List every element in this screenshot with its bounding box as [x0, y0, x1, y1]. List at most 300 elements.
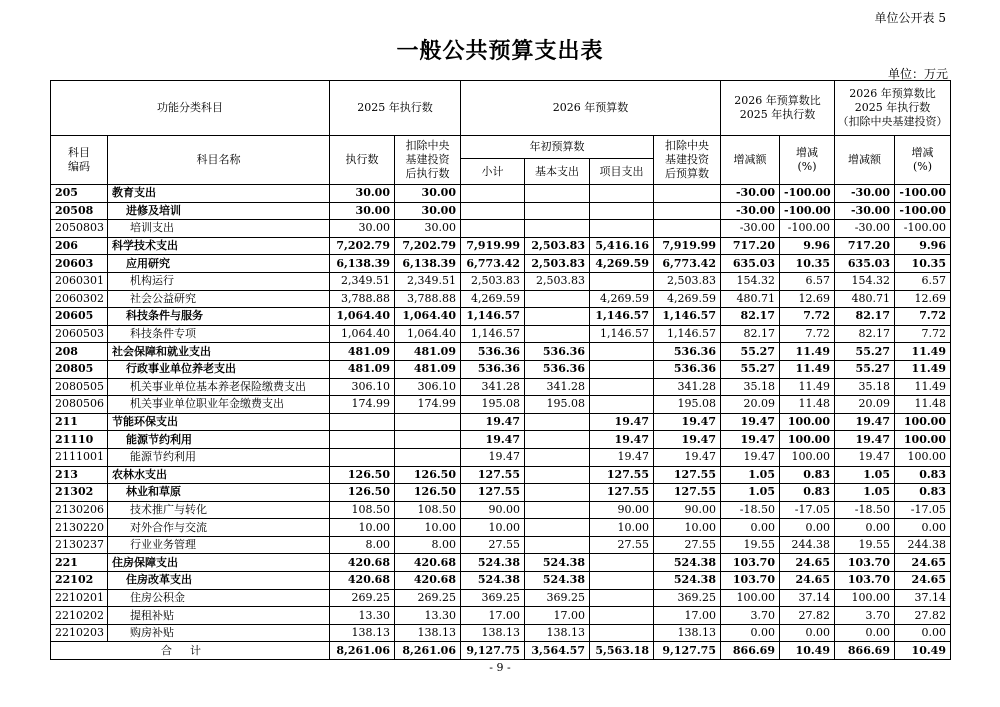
row-value: 126.50 [395, 484, 461, 502]
header-exec-2025: 2025 年执行数 [330, 81, 461, 136]
row-value [590, 185, 654, 203]
row-value: 635.03 [835, 255, 895, 273]
row-value: 55.27 [721, 343, 780, 361]
row-value: -100.00 [780, 185, 835, 203]
row-code: 2060503 [51, 325, 108, 343]
row-name-cell [108, 255, 330, 273]
row-name: 购房补贴 [130, 626, 174, 640]
row-value [395, 448, 461, 466]
table-row [51, 290, 951, 308]
row-value: 536.36 [461, 360, 525, 378]
page-number: - 9 - [489, 661, 511, 674]
row-value: 19.47 [461, 413, 525, 431]
row-code: 2130220 [51, 519, 108, 537]
row-value: 100.00 [895, 413, 951, 431]
row-value: 126.50 [395, 466, 461, 484]
row-value: 717.20 [721, 237, 780, 255]
row-value [525, 185, 590, 203]
row-value: 24.65 [780, 572, 835, 590]
row-value: 481.09 [330, 343, 395, 361]
row-value: 90.00 [654, 501, 721, 519]
row-value: 420.68 [395, 572, 461, 590]
row-value: 524.38 [525, 572, 590, 590]
row-value [590, 202, 654, 220]
header-exec-ex-line3: 后执行数 [405, 167, 450, 180]
row-value [590, 589, 654, 607]
row-value: 536.36 [525, 343, 590, 361]
row-name: 技术推广与转化 [130, 502, 207, 516]
row-value: 2,503.83 [525, 272, 590, 290]
row-value: 1,146.57 [654, 325, 721, 343]
table-row [51, 360, 951, 378]
row-value: 6.57 [895, 272, 951, 290]
page-title: 一般公共预算支出表 [396, 38, 604, 64]
row-code: 211 [51, 413, 108, 431]
row-value [590, 220, 654, 238]
table-row [51, 572, 951, 590]
row-value: 536.36 [525, 360, 590, 378]
total-cell: 8,261.06 [330, 642, 395, 660]
table-row [51, 554, 951, 572]
row-name-cell [108, 607, 330, 625]
row-value [590, 607, 654, 625]
row-value: 2,349.51 [395, 272, 461, 290]
row-code: 2111001 [51, 448, 108, 466]
header-compare-ex-line3: （扣除中央基建投资） [837, 115, 948, 128]
row-value: -100.00 [780, 202, 835, 220]
row-value: 17.00 [461, 607, 525, 625]
row-code: 21110 [51, 431, 108, 449]
row-name: 机构运行 [130, 274, 174, 288]
row-value [654, 220, 721, 238]
row-value [330, 413, 395, 431]
row-name: 住房公积金 [130, 590, 185, 604]
row-name-cell [108, 308, 330, 326]
header-change-pct-b-line1: 增减 [911, 146, 934, 159]
row-value: 138.13 [654, 624, 721, 642]
row-name: 行政事业单位养老支出 [126, 362, 236, 376]
row-value: 306.10 [395, 378, 461, 396]
row-value: 19.47 [721, 431, 780, 449]
row-value [525, 220, 590, 238]
header-code-line1: 科目 [68, 146, 90, 159]
table-row [51, 607, 951, 625]
document-label: 单位公开表 5 [874, 11, 946, 25]
header-change-pct-b [895, 136, 951, 185]
row-value: 7.72 [780, 325, 835, 343]
row-value: 4,269.59 [590, 290, 654, 308]
total-cell: 866.69 [835, 642, 895, 660]
total-label: 合计 [51, 642, 330, 660]
row-value: 11.49 [895, 378, 951, 396]
row-value: 4,269.59 [654, 290, 721, 308]
row-value: 0.83 [895, 484, 951, 502]
row-value: 3.70 [835, 607, 895, 625]
table-row [51, 536, 951, 554]
row-value: 3.70 [721, 607, 780, 625]
row-value: 341.28 [461, 378, 525, 396]
row-value: 27.82 [780, 607, 835, 625]
total-cell: 9,127.75 [654, 642, 721, 660]
row-name: 对外合作与交流 [130, 520, 207, 534]
row-value: 127.55 [654, 484, 721, 502]
row-value [590, 272, 654, 290]
row-value: 1,064.40 [395, 325, 461, 343]
row-value: 6.57 [780, 272, 835, 290]
row-value: 20.09 [835, 396, 895, 414]
row-value: 127.55 [590, 484, 654, 502]
row-value [654, 185, 721, 203]
row-value: 7.72 [895, 308, 951, 326]
row-value: -100.00 [895, 185, 951, 203]
row-value: 138.13 [461, 624, 525, 642]
row-value: 480.71 [835, 290, 895, 308]
budget-table [50, 80, 951, 660]
row-value: 100.00 [895, 431, 951, 449]
row-value: 100.00 [780, 413, 835, 431]
row-value: 100.00 [721, 589, 780, 607]
row-value: 24.65 [895, 572, 951, 590]
row-value: 17.00 [654, 607, 721, 625]
row-value: 524.38 [461, 572, 525, 590]
row-value: 82.17 [721, 308, 780, 326]
row-value: 7,202.79 [395, 237, 461, 255]
row-value: 269.25 [395, 589, 461, 607]
row-value: -17.05 [780, 501, 835, 519]
row-value: 1,146.57 [590, 308, 654, 326]
row-code: 2130237 [51, 536, 108, 554]
row-value: 127.55 [461, 466, 525, 484]
table-row [51, 378, 951, 396]
row-name: 林业和草原 [126, 485, 181, 499]
row-value: 10.35 [895, 255, 951, 273]
table-row [51, 202, 951, 220]
table-row [51, 624, 951, 642]
row-value: 341.28 [525, 378, 590, 396]
row-value: -30.00 [835, 185, 895, 203]
header-func-category: 功能分类科目 [51, 81, 330, 136]
row-name: 行业业务管理 [130, 538, 196, 552]
row-value: 2,503.83 [461, 272, 525, 290]
unit-label: 单位：万元 [887, 67, 948, 81]
row-value: 0.00 [721, 624, 780, 642]
row-value: 420.68 [330, 554, 395, 572]
row-value: 5,416.16 [590, 237, 654, 255]
header-change-pct-a-line1: 增减 [796, 146, 818, 159]
row-value: 306.10 [330, 378, 395, 396]
row-value: 635.03 [721, 255, 780, 273]
row-value: 3,788.88 [395, 290, 461, 308]
row-name-cell [108, 237, 330, 255]
row-value: 6,773.42 [654, 255, 721, 273]
row-value: 1,064.40 [330, 325, 395, 343]
row-value: 481.09 [330, 360, 395, 378]
row-value: 30.00 [330, 185, 395, 203]
row-value: 24.65 [895, 554, 951, 572]
row-value: 1,146.57 [654, 308, 721, 326]
total-cell: 866.69 [721, 642, 780, 660]
row-value: 90.00 [590, 501, 654, 519]
header-budget-2026: 2026 年预算数 [461, 81, 721, 136]
row-value [590, 360, 654, 378]
header-project: 项目支出 [590, 159, 654, 185]
header-budget-ex-line3: 后预算数 [665, 167, 709, 180]
row-value: 269.25 [330, 589, 395, 607]
row-name: 科技条件与服务 [126, 309, 203, 323]
row-name-cell [108, 554, 330, 572]
row-value: 55.27 [835, 343, 895, 361]
row-value: 4,269.59 [461, 290, 525, 308]
row-value: 37.14 [780, 589, 835, 607]
total-row [51, 642, 951, 660]
row-value: 0.00 [895, 519, 951, 537]
row-name-cell [108, 396, 330, 414]
row-value: 30.00 [395, 220, 461, 238]
row-value: 55.27 [835, 360, 895, 378]
table-row [51, 220, 951, 238]
row-value [590, 624, 654, 642]
row-value: 82.17 [835, 308, 895, 326]
row-value: 30.00 [330, 220, 395, 238]
row-name-cell [108, 325, 330, 343]
row-value: -100.00 [780, 220, 835, 238]
row-code: 22102 [51, 572, 108, 590]
row-value: 27.55 [654, 536, 721, 554]
row-value: 0.83 [780, 484, 835, 502]
row-value: 1.05 [721, 466, 780, 484]
row-value [330, 431, 395, 449]
row-value [525, 484, 590, 502]
row-name: 进修及培训 [126, 203, 181, 217]
row-name: 节能环保支出 [112, 415, 178, 429]
row-code: 213 [51, 466, 108, 484]
row-value [330, 448, 395, 466]
row-value: 100.00 [780, 431, 835, 449]
row-value: 154.32 [835, 272, 895, 290]
row-code: 20508 [51, 202, 108, 220]
row-name: 农林水支出 [112, 467, 167, 481]
row-value: 10.00 [654, 519, 721, 537]
row-name-cell [108, 220, 330, 238]
row-value: -30.00 [721, 202, 780, 220]
row-value [590, 396, 654, 414]
row-value: 0.00 [895, 624, 951, 642]
row-code: 205 [51, 185, 108, 203]
row-code: 2060301 [51, 272, 108, 290]
row-name: 科技条件专项 [130, 327, 196, 341]
header-compare-2025 [721, 81, 835, 136]
row-value [525, 308, 590, 326]
row-value: 82.17 [835, 325, 895, 343]
row-value: 2,503.83 [654, 272, 721, 290]
row-value: 9.96 [780, 237, 835, 255]
row-value: 19.47 [590, 431, 654, 449]
header-change-amount-b: 增减额 [835, 136, 895, 185]
row-value [395, 431, 461, 449]
row-name-cell [108, 185, 330, 203]
row-code: 2050803 [51, 220, 108, 238]
row-value: 11.48 [895, 396, 951, 414]
row-value: 100.00 [780, 448, 835, 466]
row-value: 481.09 [395, 343, 461, 361]
row-value: 341.28 [654, 378, 721, 396]
row-value: 103.70 [835, 554, 895, 572]
row-name-cell [108, 431, 330, 449]
row-value: 7.72 [780, 308, 835, 326]
row-value: 11.49 [780, 343, 835, 361]
row-value: 6,138.39 [330, 255, 395, 273]
row-value: 369.25 [654, 589, 721, 607]
header-subtotal: 小计 [461, 159, 525, 185]
row-value [525, 448, 590, 466]
row-value: 19.47 [835, 448, 895, 466]
row-value: 27.55 [461, 536, 525, 554]
row-value: 19.47 [654, 431, 721, 449]
row-value: 108.50 [395, 501, 461, 519]
row-name: 机关事业单位职业年金缴费支出 [130, 397, 284, 411]
total-cell: 3,564.57 [525, 642, 590, 660]
row-value [525, 290, 590, 308]
header-compare-ex [835, 81, 951, 136]
row-value [525, 325, 590, 343]
row-value: 10.00 [461, 519, 525, 537]
row-value: 30.00 [330, 202, 395, 220]
row-value: 3,788.88 [330, 290, 395, 308]
row-value: 127.55 [654, 466, 721, 484]
row-value: 19.47 [461, 448, 525, 466]
row-value: 174.99 [395, 396, 461, 414]
row-value: 524.38 [461, 554, 525, 572]
row-code: 2080506 [51, 396, 108, 414]
header-compare-2025-line2: 2025 年执行数 [739, 108, 816, 121]
header-change-amount-a: 增减额 [721, 136, 780, 185]
row-value: 8.00 [330, 536, 395, 554]
row-value: 420.68 [330, 572, 395, 590]
row-value: -30.00 [835, 202, 895, 220]
row-value: 19.47 [654, 448, 721, 466]
row-value: -18.50 [835, 501, 895, 519]
row-value [395, 413, 461, 431]
row-value: 7.72 [895, 325, 951, 343]
row-value: 103.70 [835, 572, 895, 590]
header-initial-budget: 年初预算数 [461, 136, 654, 159]
row-name: 培训支出 [130, 221, 174, 235]
row-value: 13.30 [330, 607, 395, 625]
row-value: 100.00 [895, 448, 951, 466]
row-value: 103.70 [721, 554, 780, 572]
row-value: 138.13 [525, 624, 590, 642]
row-value: 82.17 [721, 325, 780, 343]
row-value: 244.38 [780, 536, 835, 554]
row-value: -30.00 [721, 185, 780, 203]
row-value: 536.36 [654, 343, 721, 361]
row-name-cell [108, 519, 330, 537]
row-value: 103.70 [721, 572, 780, 590]
row-code: 2060302 [51, 290, 108, 308]
table-header [51, 81, 951, 185]
row-value: 126.50 [330, 466, 395, 484]
header-change-pct-a [780, 136, 835, 185]
row-value: 30.00 [395, 202, 461, 220]
row-value: 0.00 [835, 624, 895, 642]
row-value: 480.71 [721, 290, 780, 308]
row-value: 1.05 [835, 466, 895, 484]
row-value: 9.96 [895, 237, 951, 255]
row-value: 19.47 [835, 431, 895, 449]
row-value [590, 572, 654, 590]
row-value: 37.14 [895, 589, 951, 607]
row-value: 2,349.51 [330, 272, 395, 290]
row-value: -17.05 [895, 501, 951, 519]
row-value: 126.50 [330, 484, 395, 502]
header-basic: 基本支出 [525, 159, 590, 185]
row-value: 108.50 [330, 501, 395, 519]
row-value [461, 185, 525, 203]
row-value: 536.36 [461, 343, 525, 361]
row-name-cell [108, 378, 330, 396]
row-value [461, 202, 525, 220]
row-value [525, 501, 590, 519]
row-value: 7,919.99 [654, 237, 721, 255]
row-value: 481.09 [395, 360, 461, 378]
row-value: 420.68 [395, 554, 461, 572]
table-row [51, 484, 951, 502]
row-name-cell [108, 466, 330, 484]
row-name: 教育支出 [112, 186, 156, 200]
row-value: 0.00 [780, 519, 835, 537]
row-value [590, 343, 654, 361]
row-name-cell [108, 624, 330, 642]
row-code: 20805 [51, 360, 108, 378]
row-value: 17.00 [525, 607, 590, 625]
row-value: 2,503.83 [525, 237, 590, 255]
row-value: 19.47 [590, 413, 654, 431]
row-value: 55.27 [721, 360, 780, 378]
row-value: 8.00 [395, 536, 461, 554]
total-cell: 5,563.18 [590, 642, 654, 660]
row-value [525, 431, 590, 449]
row-value: 244.38 [895, 536, 951, 554]
row-name-cell [108, 572, 330, 590]
row-value [590, 554, 654, 572]
table-row [51, 396, 951, 414]
row-value: 19.47 [590, 448, 654, 466]
row-value: -100.00 [895, 220, 951, 238]
row-value: 6,773.42 [461, 255, 525, 273]
row-name: 提租补贴 [130, 608, 174, 622]
row-name-cell [108, 290, 330, 308]
table-body [51, 185, 951, 642]
row-code: 208 [51, 343, 108, 361]
row-value: 11.49 [895, 343, 951, 361]
row-value [461, 220, 525, 238]
row-value: 10.35 [780, 255, 835, 273]
row-value [525, 413, 590, 431]
header-exec-ex-line2: 基建投资 [405, 153, 450, 166]
row-value: 7,919.99 [461, 237, 525, 255]
row-value: 20.09 [721, 396, 780, 414]
row-value [525, 519, 590, 537]
row-value: -30.00 [721, 220, 780, 238]
row-name-cell [108, 484, 330, 502]
row-value: 35.18 [721, 378, 780, 396]
table-row [51, 519, 951, 537]
row-value: 35.18 [835, 378, 895, 396]
table-row [51, 343, 951, 361]
row-value: 10.00 [330, 519, 395, 537]
table-row [51, 185, 951, 203]
row-code: 2210201 [51, 589, 108, 607]
